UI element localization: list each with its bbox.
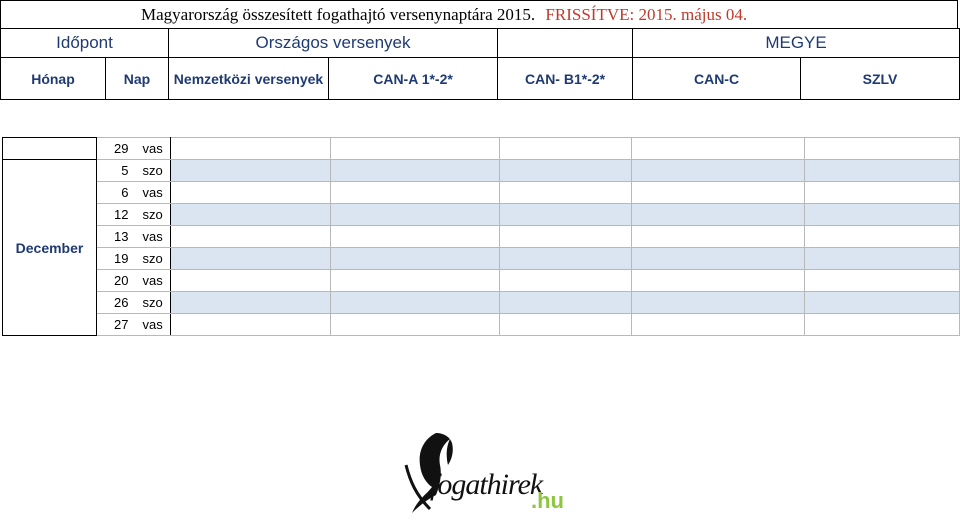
title-bar [0,0,958,29]
event-cell [331,226,500,248]
event-cell [632,226,805,248]
day-name: szo [135,204,171,226]
header-table [0,28,960,100]
table-row [3,314,960,336]
event-cell [500,292,632,314]
event-cell [805,248,960,270]
column-header: Nap [106,58,169,100]
table-row [3,292,960,314]
table-row [3,270,960,292]
column-header: CAN- B1*-2* [498,58,633,100]
column-header: Hónap [1,58,106,100]
event-cell [171,138,331,160]
event-cell [331,314,500,336]
event-cell [632,314,805,336]
table-row [3,182,960,204]
event-cell [331,270,500,292]
event-cell [171,160,331,182]
month-cell: December [3,160,97,336]
event-cell [500,182,632,204]
logo-text: fogathirek [430,468,543,501]
event-cell [805,292,960,314]
day-number: 5 [97,160,135,182]
table-row [3,204,960,226]
day-number: 29 [97,138,135,160]
day-name: vas [135,182,171,204]
header-national: Országos versenyek [169,29,498,58]
event-cell [171,204,331,226]
table-row [3,138,960,160]
event-cell [632,138,805,160]
event-cell [331,138,500,160]
header-time: Időpont [1,29,169,58]
event-cell [171,314,331,336]
event-cell [632,204,805,226]
event-cell [500,204,632,226]
day-name: vas [135,314,171,336]
table-row [3,160,960,182]
logo-tld: .hu [531,488,564,513]
event-cell [632,160,805,182]
event-cell [171,226,331,248]
day-name: szo [135,248,171,270]
event-cell [500,160,632,182]
document-title [141,5,747,25]
header-county: MEGYE [633,29,960,58]
event-cell [500,226,632,248]
event-cell [632,182,805,204]
header-national-cont [498,29,633,58]
event-cell [171,248,331,270]
event-cell [805,314,960,336]
day-name: szo [135,292,171,314]
day-number: 26 [97,292,135,314]
day-number: 20 [97,270,135,292]
day-number: 6 [97,182,135,204]
month-cell-top [3,138,97,160]
table-row [3,248,960,270]
event-cell [805,270,960,292]
title-main: Magyarország összesített fogathajtó versenynaptára 2015. [141,5,536,24]
event-cell [805,182,960,204]
column-header: CAN-A 1*-2* [329,58,498,100]
title-updated: FRISSÍTVE: 2015. május 04. [545,5,748,24]
event-cell [500,314,632,336]
column-header: Nemzetközi versenyek [169,58,329,100]
event-cell [805,160,960,182]
day-name: vas [135,226,171,248]
event-cell [805,204,960,226]
event-cell [632,270,805,292]
day-name: vas [135,138,171,160]
day-name: szo [135,160,171,182]
event-cell [500,138,632,160]
event-cell [171,292,331,314]
event-cell [331,204,500,226]
event-cell [171,270,331,292]
day-number: 27 [97,314,135,336]
event-cell [331,182,500,204]
event-cell [500,270,632,292]
table-row [3,226,960,248]
event-cell [331,248,500,270]
event-cell [632,248,805,270]
event-cell [500,248,632,270]
schedule-table [2,137,960,336]
day-number: 12 [97,204,135,226]
day-name: vas [135,270,171,292]
event-cell [331,292,500,314]
column-header: CAN-C [633,58,801,100]
event-cell [171,182,331,204]
day-number: 13 [97,226,135,248]
event-cell [805,226,960,248]
event-cell [331,160,500,182]
column-header: SZLV [801,58,960,100]
event-cell [805,138,960,160]
event-cell [632,292,805,314]
day-number: 19 [97,248,135,270]
